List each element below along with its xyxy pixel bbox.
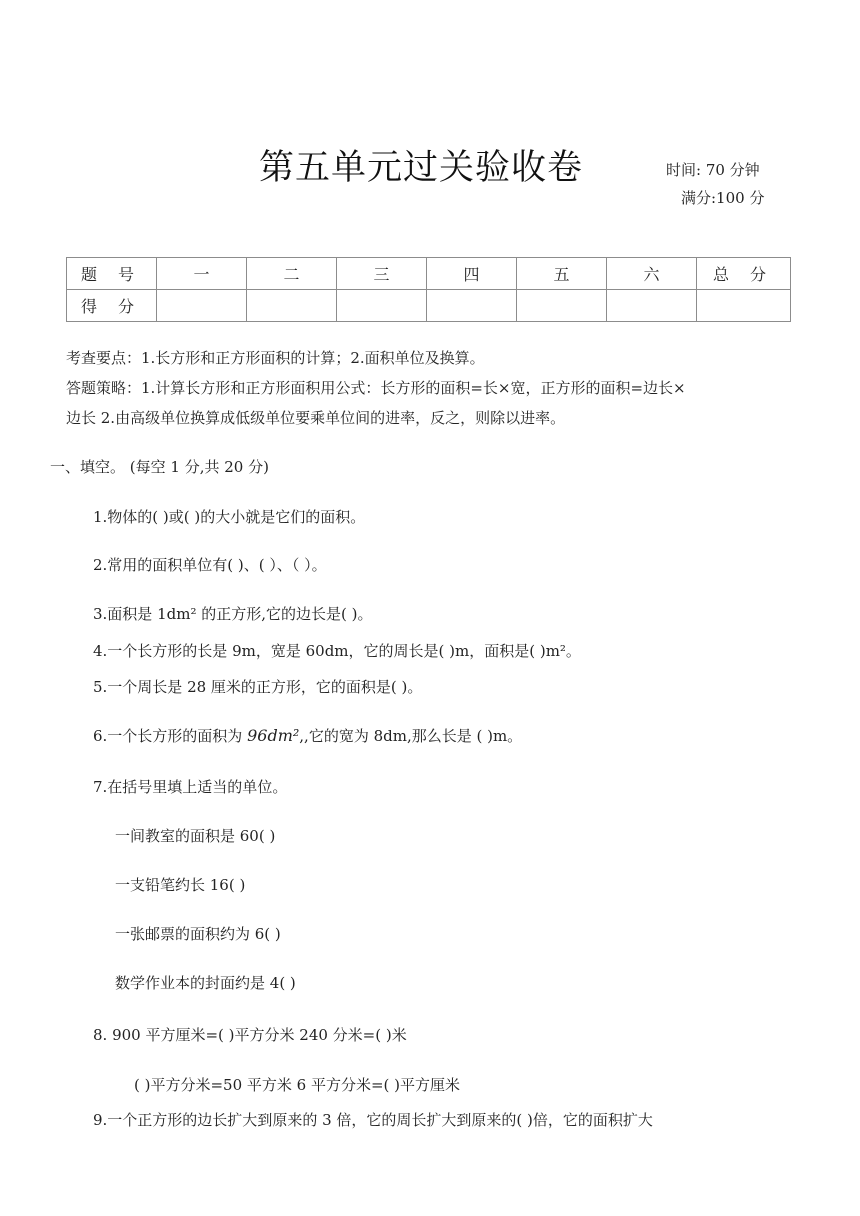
question-7-item-a: 一间教室的面积是 60( ) — [115, 827, 276, 845]
key-points: 考查要点：1.长方形和正方形面积的计算；2.面积单位及换算。 — [66, 349, 485, 367]
column-header-2: 二 — [247, 258, 337, 290]
score-cell-1[interactable] — [157, 290, 247, 322]
question-6-text-before: 6.一个长方形的面积为 — [93, 727, 248, 745]
table-row-score — [67, 290, 791, 322]
row-label-score: 得 分 — [67, 290, 157, 322]
column-header-6: 六 — [607, 258, 697, 290]
column-header-3: 三 — [337, 258, 427, 290]
score-cell-2[interactable] — [247, 290, 337, 322]
question-9: 9.一个正方形的边长扩大到原来的 3 倍，它的周长扩大到原来的( )倍，它的面积扩大 — [93, 1111, 653, 1129]
question-5: 5.一个周长是 28 厘米的正方形，它的面积是( )。 — [93, 678, 423, 696]
question-4: 4.一个长方形的长是 9m，宽是 60dm，它的周长是( )m，面积是( )m²。 — [93, 642, 581, 660]
question-6-text-after: ,,它的宽为 8dm,那么长是 ( )m。 — [299, 727, 523, 745]
score-cell-6[interactable] — [607, 290, 697, 322]
table-row-question-number — [67, 258, 791, 290]
column-header-5: 五 — [517, 258, 607, 290]
section-1-heading: 一、填空。 (每空 1 分,共 20 分) — [50, 458, 269, 476]
question-7-item-d: 数学作业本的封面约是 4( ) — [115, 974, 296, 992]
question-8-line-2: ( )平方分米=50 平方米 6 平方分米=( )平方厘米 — [134, 1076, 461, 1094]
full-score: 满分:100 分 — [681, 189, 765, 207]
row-label-question-number: 题 号 — [67, 258, 157, 290]
question-6-math: 96dm² — [247, 726, 300, 745]
column-header-total: 总 分 — [697, 258, 791, 290]
score-cell-4[interactable] — [427, 290, 517, 322]
exam-time: 时间: 70 分钟 — [666, 161, 760, 179]
column-header-1: 一 — [157, 258, 247, 290]
score-table — [66, 257, 791, 322]
question-1: 1.物体的( )或( )的大小就是它们的面积。 — [93, 508, 366, 526]
page-title: 第五单元过关验收卷 — [259, 148, 584, 188]
question-8-line-1: 8. 900 平方厘米=( )平方分米 240 分米=( )米 — [93, 1026, 407, 1044]
question-7-item-b: 一支铅笔约长 16( ) — [115, 876, 246, 894]
score-cell-5[interactable] — [517, 290, 607, 322]
question-7: 7.在括号里填上适当的单位。 — [93, 778, 288, 796]
score-cell-3[interactable] — [337, 290, 427, 322]
score-cell-total[interactable] — [697, 290, 791, 322]
question-3: 3.面积是 1dm² 的正方形,它的边长是( )。 — [93, 605, 373, 623]
strategy-line-2: 边长 2.由高级单位换算成低级单位要乘单位间的进率，反之，则除以进率。 — [66, 409, 566, 427]
column-header-4: 四 — [427, 258, 517, 290]
question-6 — [93, 725, 522, 747]
strategy-line-1: 答题策略：1.计算长方形和正方形面积用公式：长方形的面积=长×宽，正方形的面积=边长× — [66, 379, 686, 397]
question-7-item-c: 一张邮票的面积约为 6( ) — [115, 925, 281, 943]
question-2: 2.常用的面积单位有( )、( ）、（ ）。 — [93, 556, 327, 574]
